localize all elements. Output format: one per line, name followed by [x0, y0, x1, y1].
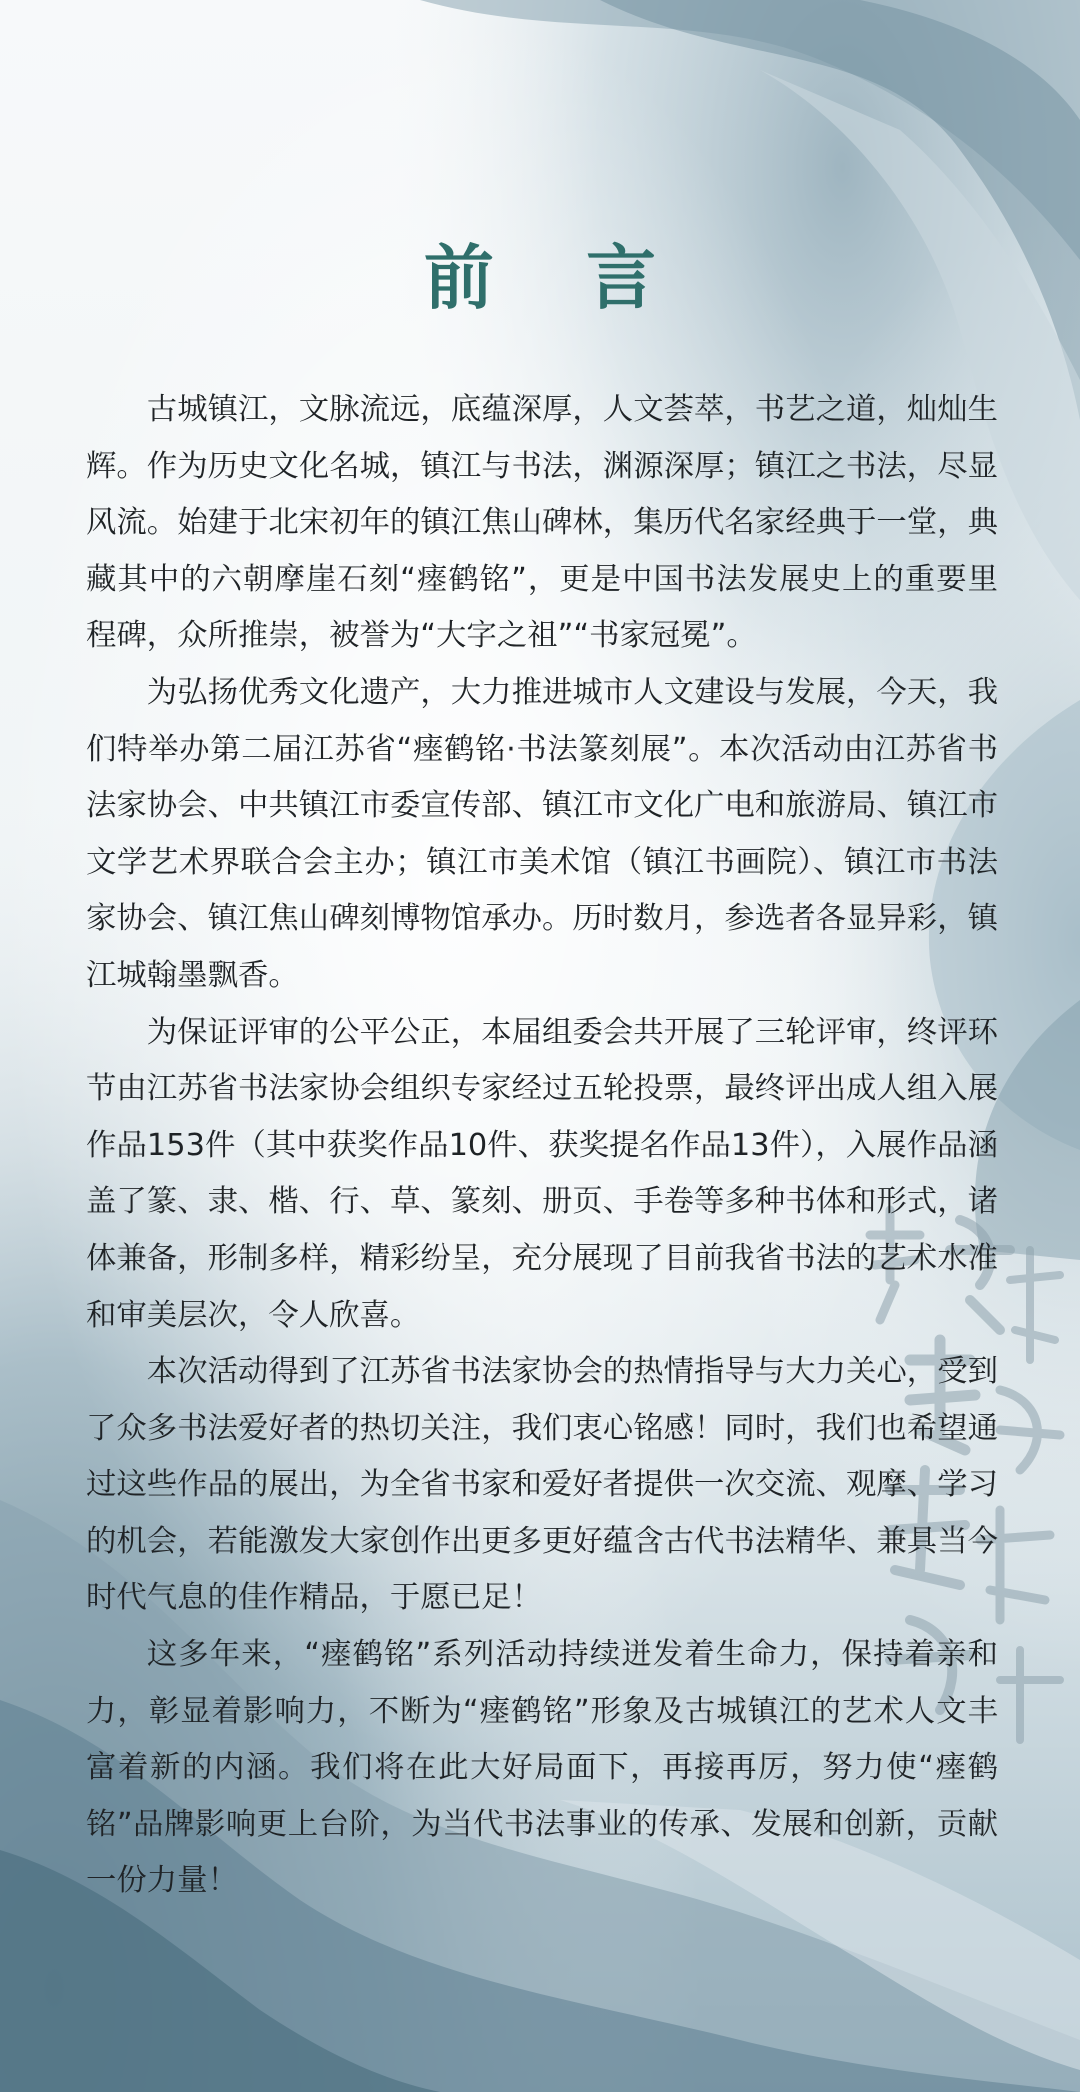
paragraph-5: 这多年来，“瘗鹤铭”系列活动持续迸发着生命力，保持着亲和力，彰显着影响力，不断为“瘗鹤铭”形象及古城镇江的艺术人文丰富着新的内涵。我们将在此大好局面下，再接再厉，努力使“瘗鹤铭”品牌影响更上台阶，为当代书法事业的传承、发展和创新，贡献一份力量！	[86, 1637, 998, 1899]
paragraph-4: 本次活动得到了江苏省书法家协会的热情指导与大力关心，受到了众多书法爱好者的热切关注，我们衷心铭感！同时，我们也希望通过这些作品的展出，为全省书家和爱好者提供一次交流、观摩、学习的机会，若能激发大家创作出更多更好蕴含古代书法精华、兼具当今时代气息的佳作精品，于愿已足！	[86, 1354, 998, 1616]
page-title: 前 言	[423, 236, 691, 319]
preface-body	[86, 382, 998, 1910]
paragraph-1: 古城镇江，文脉流远，底蕴深厚，人文荟萃，书艺之道，灿灿生辉。作为历史文化名城，镇江与书法，渊源深厚；镇江之书法，尽显风流。始建于北宋初年的镇江焦山碑林，集历代名家经典于一堂，典藏其中的六朝摩崖石刻“瘗鹤铭”，更是中国书法发展史上的重要里程碑，众所推崇，被誉为“大字之祖”“书家冠冕”。	[86, 392, 998, 654]
paragraph-3: 为保证评审的公平公正，本届组委会共开展了三轮评审，终评环节由江苏省书法家协会组织专家经过五轮投票，最终评出成人组入展作品153件（其中获奖作品10件、获奖提名作品13件），入展作品涵盖了篆、隶、楷、行、草、篆刻、册页、手卷等多种书体和形式，诸体兼备，形制多样，精彩纷呈，充分展现了目前我省书法的艺术水准和审美层次，令人欣喜。	[86, 1014, 998, 1333]
paragraph-2: 为弘扬优秀文化遗产，大力推进城市人文建设与发展，今天，我们特举办第二届江苏省“瘗鹤铭·书法篆刻展”。本次活动由江苏省书法家协会、中共镇江市委宣传部、镇江市文化广电和旅游局、镇江市文学艺术界联合会主办；镇江市美术馆（镇江书画院）、镇江市书法家协会、镇江焦山碑刻博物馆承办。历时数月，参选者各显异彩，镇江城翰墨飘香。	[86, 674, 998, 993]
